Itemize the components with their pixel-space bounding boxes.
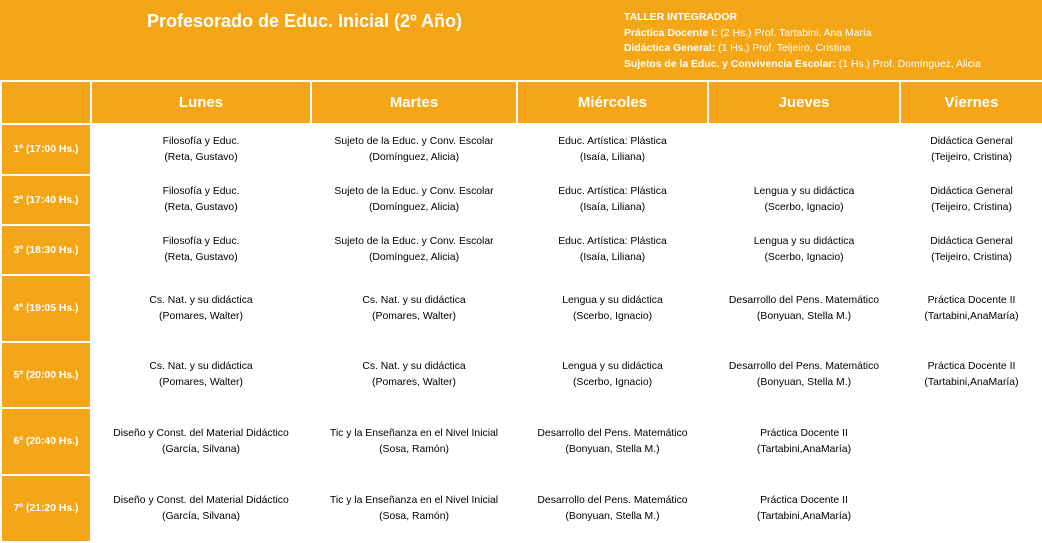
teacher-name: (Reta, Gustavo): [164, 151, 238, 163]
class-cell: [311, 225, 517, 275]
class-cell: [91, 475, 311, 542]
class-cell: [708, 225, 900, 275]
teacher-name: (Tartabini,AnaMaría): [756, 443, 852, 455]
class-cell: [517, 342, 708, 408]
taller-line-sujetos: Sujetos de la Educ. y Convivencia Escolar: (1 Hs.) Prof. Domínguez, Alicia: [624, 58, 981, 70]
class-cell: [517, 408, 708, 475]
hour-cell: 1º (17:00 Hs.): [1, 124, 91, 175]
class-cell: [900, 225, 1042, 275]
class-cell: [900, 275, 1042, 342]
hour-cell: 7º (21:20 Hs.): [1, 475, 91, 542]
day-header-lunes: Lunes: [91, 81, 311, 124]
subject-name: Lengua y su didáctica: [753, 236, 855, 247]
class-cell: [708, 408, 900, 475]
teacher-name: (Pomares, Walter): [372, 310, 456, 322]
class-cell: [517, 175, 708, 225]
subject-name: Lengua y su didáctica: [562, 361, 663, 372]
teacher-name: (Teijeiro, Cristina): [931, 151, 1012, 163]
teacher-name: (Domínguez, Alicia): [368, 151, 460, 163]
subject-name: Cs. Nat. y su didáctica: [362, 361, 466, 372]
teacher-name: (Tartabini,AnaMaría): [924, 377, 1019, 388]
teacher-name: (Pomares, Walter): [159, 377, 243, 388]
class-cell: [708, 275, 900, 342]
subject-name: Desarrollo del Pens. Matemático: [728, 361, 880, 372]
subject-name: Filosofía y Educ.: [162, 236, 240, 247]
taller-info: [624, 10, 981, 72]
subject-name: Filosofía y Educ.: [162, 186, 240, 197]
teacher-name: (García, Silvana): [162, 510, 240, 522]
teacher-name: (Sosa, Ramón): [379, 443, 449, 455]
corner-cell: [1, 81, 91, 124]
subject-name: Didáctica General: [930, 236, 1013, 247]
subject-name: Cs. Nat. y su didáctica: [149, 294, 253, 306]
class-cell: [311, 342, 517, 408]
subject-name: Sujeto de la Educ. y Conv. Escolar: [334, 135, 494, 147]
hour-cell: 6º (20:40 Hs.): [1, 408, 91, 475]
table-row: [1, 225, 1042, 275]
subject-name: Práctica Docente II: [927, 294, 1016, 306]
hour-cell: 4º (19:05 Hs.): [1, 275, 91, 342]
class-cell: [900, 475, 1042, 542]
subject-name: Sujeto de la Educ. y Conv. Escolar: [334, 186, 494, 197]
class-cell: [311, 475, 517, 542]
hour-cell: 2º (17:40 Hs.): [1, 175, 91, 225]
hour-cell: 3º (18:30 Hs.): [1, 225, 91, 275]
subject-name: Práctica Docente II: [760, 494, 848, 506]
schedule-body: [1, 124, 1042, 542]
teacher-name: (Tartabini,AnaMaría): [756, 510, 852, 522]
class-cell: [900, 175, 1042, 225]
teacher-name: (Isaía, Liliana): [579, 202, 646, 213]
teacher-name: (Tartabini,AnaMaría): [924, 310, 1019, 322]
subject-name: Didáctica General: [930, 186, 1013, 197]
class-cell: [708, 124, 900, 175]
day-header-miercoles: Miércoles: [517, 81, 708, 124]
day-header-viernes: Viernes: [900, 81, 1042, 124]
taller-heading: TALLER INTEGRADOR: [624, 12, 737, 23]
class-cell: [91, 175, 311, 225]
table-row: [1, 124, 1042, 175]
teacher-name: (Teijeiro, Cristina): [931, 252, 1012, 263]
subject-name: Lengua y su didáctica: [753, 186, 855, 197]
teacher-name: (Bonyuan, Stella M.): [756, 310, 852, 322]
teacher-name: (Isaía, Liliana): [579, 151, 646, 163]
teacher-name: (García, Silvana): [162, 443, 240, 455]
subject-name: Lengua y su didáctica: [562, 294, 663, 306]
teacher-name: (Teijeiro, Cristina): [931, 202, 1012, 213]
subject-name: Desarrollo del Pens. Matemático: [728, 294, 880, 306]
class-cell: [91, 342, 311, 408]
class-cell: [708, 342, 900, 408]
days-header-row: [1, 81, 1042, 124]
teacher-name: (Sosa, Ramón): [379, 510, 449, 522]
schedule-table: [0, 80, 1042, 543]
teacher-name: (Domínguez, Alicia): [368, 202, 460, 213]
subject-name: Cs. Nat. y su didáctica: [362, 294, 466, 306]
teacher-name: (Pomares, Walter): [159, 310, 243, 322]
class-cell: [517, 275, 708, 342]
class-cell: [900, 408, 1042, 475]
subject-name: Educ. Artística: Plástica: [558, 135, 667, 147]
subject-name: Desarrollo del Pens. Matemático: [537, 494, 688, 506]
class-cell: [311, 175, 517, 225]
subject-name: Tic y la Enseñanza en el Nivel Inicial: [329, 427, 499, 439]
teacher-name: (Scerbo, Ignacio): [764, 202, 844, 213]
subject-name: Educ. Artística: Plástica: [558, 186, 667, 197]
teacher-name: (Bonyuan, Stella M.): [565, 510, 660, 522]
class-cell: [91, 275, 311, 342]
subject-name: Didáctica General: [930, 135, 1013, 147]
subject-name: Diseño y Const. del Material Didáctico: [113, 494, 289, 506]
taller-line-practica: Práctica Docente I: (2 Hs.) Prof. Tartabini, Ana María: [624, 27, 872, 39]
day-header-martes: Martes: [311, 81, 517, 124]
teacher-name: (Scerbo, Ignacio): [764, 252, 844, 263]
page-title: Profesorado de Educ. Inicial (2º Año): [147, 11, 462, 31]
class-cell: [517, 225, 708, 275]
table-row: [1, 342, 1042, 408]
subject-name: Tic y la Enseñanza en el Nivel Inicial: [329, 494, 499, 506]
class-cell: [900, 124, 1042, 175]
teacher-name: (Bonyuan, Stella M.): [565, 443, 660, 455]
day-header-jueves: Jueves: [708, 81, 900, 124]
teacher-name: (Reta, Gustavo): [164, 202, 238, 213]
subject-name: Práctica Docente II: [760, 427, 848, 439]
class-cell: [311, 275, 517, 342]
teacher-name: (Isaía, Liliana): [579, 252, 646, 263]
class-cell: [708, 175, 900, 225]
class-cell: [311, 408, 517, 475]
teacher-name: (Scerbo, Ignacio): [572, 310, 653, 322]
class-cell: [517, 124, 708, 175]
subject-name: Práctica Docente II: [927, 361, 1016, 372]
subject-name: Filosofía y Educ.: [162, 135, 240, 147]
table-row: [1, 408, 1042, 475]
teacher-name: (Scerbo, Ignacio): [572, 377, 653, 388]
subject-name: Desarrollo del Pens. Matemático: [537, 427, 688, 439]
class-cell: [91, 408, 311, 475]
subject-name: Sujeto de la Educ. y Conv. Escolar: [334, 236, 494, 247]
subject-name: Diseño y Const. del Material Didáctico: [113, 427, 289, 439]
subject-name: Educ. Artística: Plástica: [558, 236, 667, 247]
class-cell: [517, 475, 708, 542]
class-cell: [91, 225, 311, 275]
teacher-name: (Bonyuan, Stella M.): [756, 377, 852, 388]
hour-cell: 5º (20:00 Hs.): [1, 342, 91, 408]
page-header: [0, 0, 1042, 80]
table-row: [1, 175, 1042, 225]
subject-name: Cs. Nat. y su didáctica: [149, 361, 253, 372]
teacher-name: (Domínguez, Alicia): [368, 252, 460, 263]
teacher-name: (Pomares, Walter): [372, 377, 456, 388]
table-row: [1, 275, 1042, 342]
class-cell: [91, 124, 311, 175]
teacher-name: (Reta, Gustavo): [164, 252, 238, 263]
class-cell: [708, 475, 900, 542]
class-cell: [900, 342, 1042, 408]
table-row: [1, 475, 1042, 542]
taller-line-didactica: Didáctica General: (1 Hs.) Prof. Teijeiro, Cristina: [624, 43, 851, 55]
class-cell: [311, 124, 517, 175]
